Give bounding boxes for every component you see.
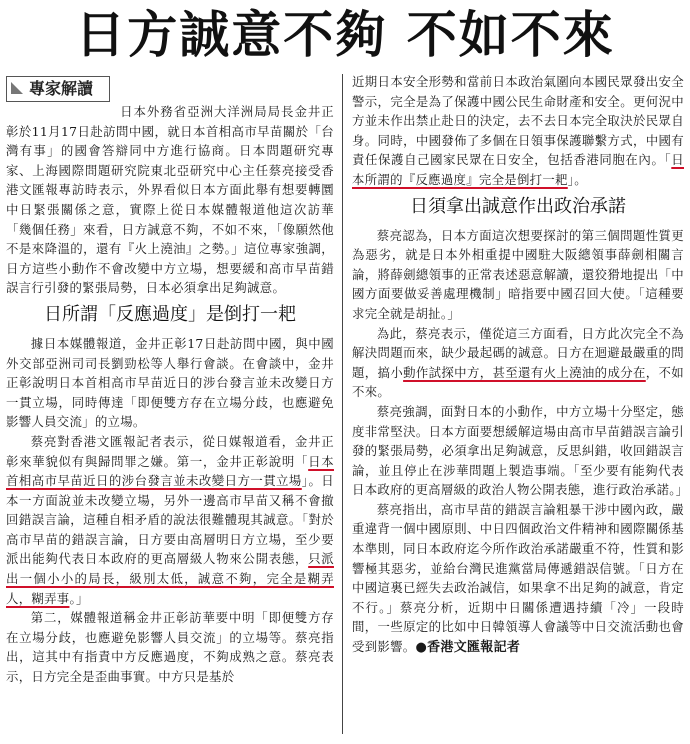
left-p2-text-a: 蔡亮對香港文匯報記者表示，從日媒報道看，金井正彰來華貌似有與歸問罪之嫌。第一，金井正彰說明「	[6, 433, 334, 469]
right-paragraph-2: 蔡亮認為，日本方面這次想要探討的第三個問題性質更為惡劣，就是日本外相重提中國駐大阪總領事薛劍相關言論，將薛劍總領事的正常表述惡意解讀，還狡猾地提出「中國方面要做妥善處理機制」暗指要中國召回大使。「這種要求完全就是胡扯。」	[352, 227, 684, 321]
section-tag-label: 專家解讀	[29, 79, 94, 98]
credit-line: ●香港文匯報記者	[415, 640, 521, 656]
left-p2-underlined-1: 日本首相高市早苗近日的涉台發言並未改變日方一貫立場	[6, 453, 334, 489]
left-column	[6, 72, 334, 687]
subhead-right: 日須拿出誠意作出政治承諾	[410, 195, 626, 217]
right-paragraph-5	[352, 500, 684, 658]
right-p3-text-a: 為此，蔡亮表示，僅從這三方面看，日方此次完全不為解決問題而來，缺少最起碼的誠意。日方在迴避最嚴重的問題，搞小	[352, 325, 684, 380]
left-paragraph-3: 第二，媒體報道稱金井正彰訪華要中明「即便雙方存在立場分歧，也應避免影響人員交流」的立場等。蔡亮指出，這其中有指責中方反應過度，不夠成熟之意。蔡亮表示，日方完全是歪曲事實。中方只是基於	[6, 610, 334, 685]
left-paragraph-2	[6, 432, 334, 608]
right-p3-underlined: 動作試探中方，甚至還有火上澆油的成分在	[403, 364, 646, 380]
right-paragraph-4: 蔡亮強調，面對日本的小動作，中方立場十分堅定，態度非常堅決。日本方面要想緩解這場由高市早苗錯誤言論引發的緊張局勢，必須拿出足夠誠意，反思糾錯，收回錯誤言論，並且停止在涉華問題上製造事端。「至少要有能夠代表日本政府的更高層級的政治人物公開表態，進行政治承諾。」	[352, 403, 689, 498]
right-p3-text-b: ，不如不來。	[352, 364, 685, 400]
right-p5-text: 蔡亮指出，高市早苗的錯誤言論粗暴干涉中國內政，嚴重違背一個中國原則、中日四個政治文件精神和國際關係基本準則，同日本政府迄今所作政治承諾嚴重不符，性質和影響極其惡劣，並給台灣民進黨當局傳遞錯誤信號。「日方在中國這裏已經失去政治誠信，如果拿不出足夠的誠意，肯定不行。」蔡亮分析，近期中日關係遭遇持續「冷」一段時間，一些原定的比如中日韓領導人會議等中日交流活動也會受到影響。	[352, 501, 684, 655]
column-divider	[342, 74, 343, 734]
subhead-left: 日所謂「反應過度」是倒打一耙	[44, 303, 296, 325]
headline: 日方誠意不夠 不如不來	[75, 6, 615, 64]
left-p2-text-b: 」。日本一方面說並未改變立場，另外一邊高市早苗又稱不會撤回錯誤言論，這種自相矛盾的說法很難體現其誠意。「對於高市早苗的錯誤言論，日方要由高層明日方立場，至少要派出能夠代表日本政府的更高層級人物來公開表態，	[6, 473, 334, 567]
right-p1-text-a: 近期日本安全形勢和當前日本政治氣圍向本國民眾發出安全警示，完全是為了保護中國公民生命財產和安全。更何況中方並未作出禁止赴日的決定，去不去日本完全取決於民眾自身。同時，中國發佈了多個在日領事保護聯繫方式，中國有責任保護自己國家民眾在日安全，包括香港同胞在內。「	[352, 74, 684, 168]
right-p1-text-b: 」。	[567, 171, 587, 187]
left-paragraph-1: 據日本媒體報道，金井正彰17日赴訪問中國，與中國外交部亞洲司司長劉勁松等人舉行會談。在會談中，金井正彰說明日本首相高市早苗近日的涉台發言並未改變日方一貫立場，同時傳達「即便雙方存在立場分歧，也應避免影響人員交流」的立場。	[6, 335, 334, 430]
intro-paragraph: 日本外務省亞洲大洋洲局局長金井正彰於11月17日赴訪問中國，就日本首相高市早苗關於「台灣有事」的國會答辯同中方進行協商。日本問題研究專家、上海國際問題研究院東北亞研究中心主任蔡亮接受香港文匯報專訪時表示，外界看似日本方面此舉有想要轉圜中日緊張關係之意，實際上從日本媒體報道他這次訪華「幾個任務」來看，日方誠意不夠，不如不來，「像願然他不是來降溫的，還有『火上澆油』之勢。」這位專家強調，日方這些小動作不會改變中方立場，想要緩和高市早苗錯誤言行引發的緊張局勢，日本必須拿出足夠誠意。	[6, 104, 334, 296]
right-paragraph-1	[352, 72, 684, 190]
section-tag	[6, 76, 110, 102]
left-p2-text-c: 。」	[69, 590, 89, 606]
right-p1-underlined: 日本所謂的『反應過度』完全是倒打一耙	[352, 152, 684, 187]
tag-arrow-icon	[11, 82, 23, 94]
section-tag-row	[6, 72, 334, 102]
left-p2-underlined-2: 只派出一個小小的局長，級別太低，誠意不夠，完全是糊弄人，糊弄事	[6, 551, 334, 606]
right-paragraph-3	[352, 324, 684, 402]
right-column	[352, 72, 689, 658]
